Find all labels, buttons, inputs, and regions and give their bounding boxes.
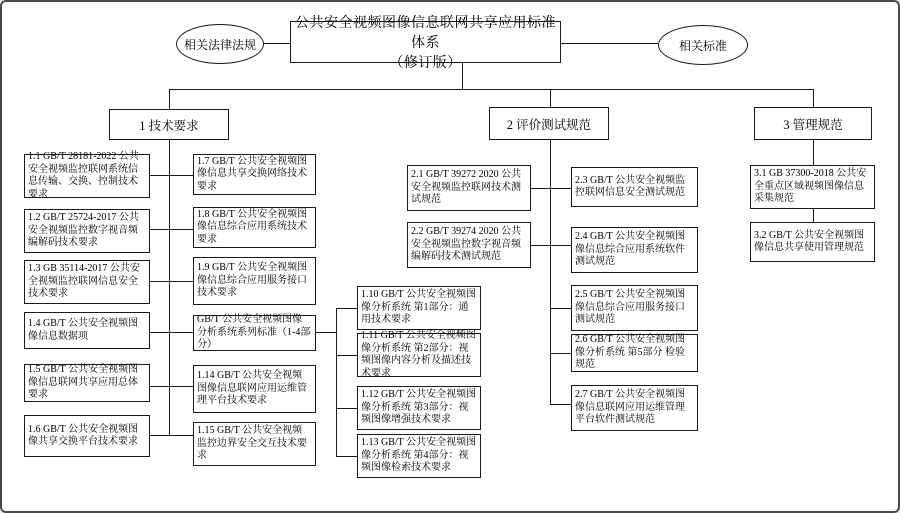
connector <box>336 308 357 309</box>
diagram-title-box <box>290 16 561 71</box>
node-2-6: 2.6 GB/T 公共安全视频图像分析系统 第5部分 检验规范 <box>571 334 698 372</box>
node-2-7: 2.7 GB/T 公共安全视频图像信息联网应用运维管理平台软件测试规范 <box>571 385 698 431</box>
node-1-6: 1.6 GB/T 公共安全视频图像共享交换平台技术要求 <box>24 415 150 457</box>
node-1-10: 1.10 GB/T 公共安全视频图像分析系统 第1部分：通用技术要求 <box>357 286 481 330</box>
related-standards-label: 相关标准 <box>678 38 727 53</box>
related-laws-label: 相关法律法规 <box>183 37 256 52</box>
connector <box>150 435 193 436</box>
branch-2-head <box>489 107 609 140</box>
node-2-1: 2.1 GB/T 39272 2020 公共安全视频监控联网技术测试规范 <box>407 165 531 211</box>
connector <box>150 229 193 230</box>
node-1-2: 1.2 GB/T 25724-2017 公共安全视频监控数字视音频编解码技术要求 <box>24 209 150 253</box>
connector <box>550 308 571 309</box>
node-1-9: 1.9 GB/T 公共安全视频图像信息综合应用服务接口技术要求 <box>193 257 316 305</box>
node-2-2: 2.2 GB/T 39274 2020 公共安全视频监控数字视音频编解码技术测试规范 <box>407 222 531 268</box>
connector <box>150 386 193 387</box>
branch-2-label: 2 评价测试规范 <box>506 117 592 132</box>
node-1-5: 1.5 GB/T 公共安全视频图像信息联网共享应用总体要求 <box>24 364 150 402</box>
connector <box>336 355 357 356</box>
branch-3-label: 3 管理规范 <box>783 117 843 132</box>
node-1-3: 1.3 GB 35114-2017 公共安全视频监控联网信息安全技术要求 <box>24 260 150 304</box>
connector <box>550 89 551 107</box>
connector <box>550 353 571 354</box>
connector-trunk-2 <box>550 140 551 404</box>
connector <box>150 281 193 282</box>
connector <box>531 245 571 246</box>
connector <box>262 43 290 44</box>
connector <box>336 408 357 409</box>
connector <box>560 43 658 44</box>
node-2-5: 2.5 GB/T 公共安全视频图像信息综合应用服务接口测试规范 <box>571 285 698 331</box>
diagram-title-line2: （修订版） <box>389 56 462 71</box>
node-1-7: 1.7 GB/T 公共安全视频图像信息共享交换网络技术要求 <box>193 154 316 195</box>
connector <box>813 89 814 107</box>
connector <box>169 89 170 109</box>
node-3-2: 3.2 GB/T 公共安全视频图像信息共享使用管理规范 <box>750 222 875 262</box>
node-3-1: 3.1 GB 37300-2018 公共安全重点区域视频图像信息采集规范 <box>750 165 875 209</box>
node-1-1: 1.1 GB/T 28181-2022 公共安全视频监控联网系统信息传输、交换、控制技术要求 <box>24 154 150 198</box>
node-1-15: 1.15 GB/T 公共安全视频监控边界安全交互技术要求 <box>193 422 316 466</box>
connector-trunk-3 <box>813 140 814 165</box>
connector <box>316 332 336 333</box>
diagram-title-line1: 公共安全视频图像信息联网共享应用标准体系 <box>295 16 556 51</box>
branch-1-head <box>109 109 229 140</box>
node-1-4: 1.4 GB/T 公共安全视频图像信息数据项 <box>24 312 150 349</box>
node-1-8: 1.8 GB/T 公共安全视频图像信息综合应用系统技术要求 <box>193 207 316 248</box>
connector <box>550 404 571 405</box>
connector-trunk-series <box>336 308 337 456</box>
related-laws-ellipse <box>176 24 264 64</box>
connector-trunk-1 <box>169 140 170 436</box>
node-1-13: 1.13 GB/T 公共安全视频图像分析系统 第4部分：视频图像检索技术要求 <box>357 434 481 478</box>
node-2-4: 2.4 GB/T 公共安全视频图像信息综合应用系统软件测试规范 <box>571 227 698 273</box>
node-1-14: 1.14 GB/T 公共安全视频图像信息联网应用运维管理平台技术要求 <box>193 365 316 413</box>
connector <box>150 332 193 333</box>
connector <box>531 188 571 189</box>
connector <box>336 456 357 457</box>
node-series: GB/T 公共安全视频图像分析系统系列标准（1-4部分） <box>193 315 316 351</box>
node-2-3: 2.3 GB/T 公共安全视频监控联网信息安全测试规范 <box>571 167 698 207</box>
branch-1-label: 1 技术要求 <box>139 118 199 133</box>
branch-3-head <box>754 107 872 140</box>
connector-bus <box>169 89 814 90</box>
connector <box>813 209 814 222</box>
related-standards-ellipse <box>658 25 748 65</box>
node-1-11: 1.11 GB/T 公共安全视频图像分析系统 第2部分：视频图像内容分析及描述技术要求 <box>357 333 481 377</box>
connector <box>150 175 193 176</box>
node-1-12: 1.12 GB/T 公共安全视频图像分析系统 第3部分：视频图像增强技术要求 <box>357 386 481 430</box>
connector <box>462 62 463 89</box>
